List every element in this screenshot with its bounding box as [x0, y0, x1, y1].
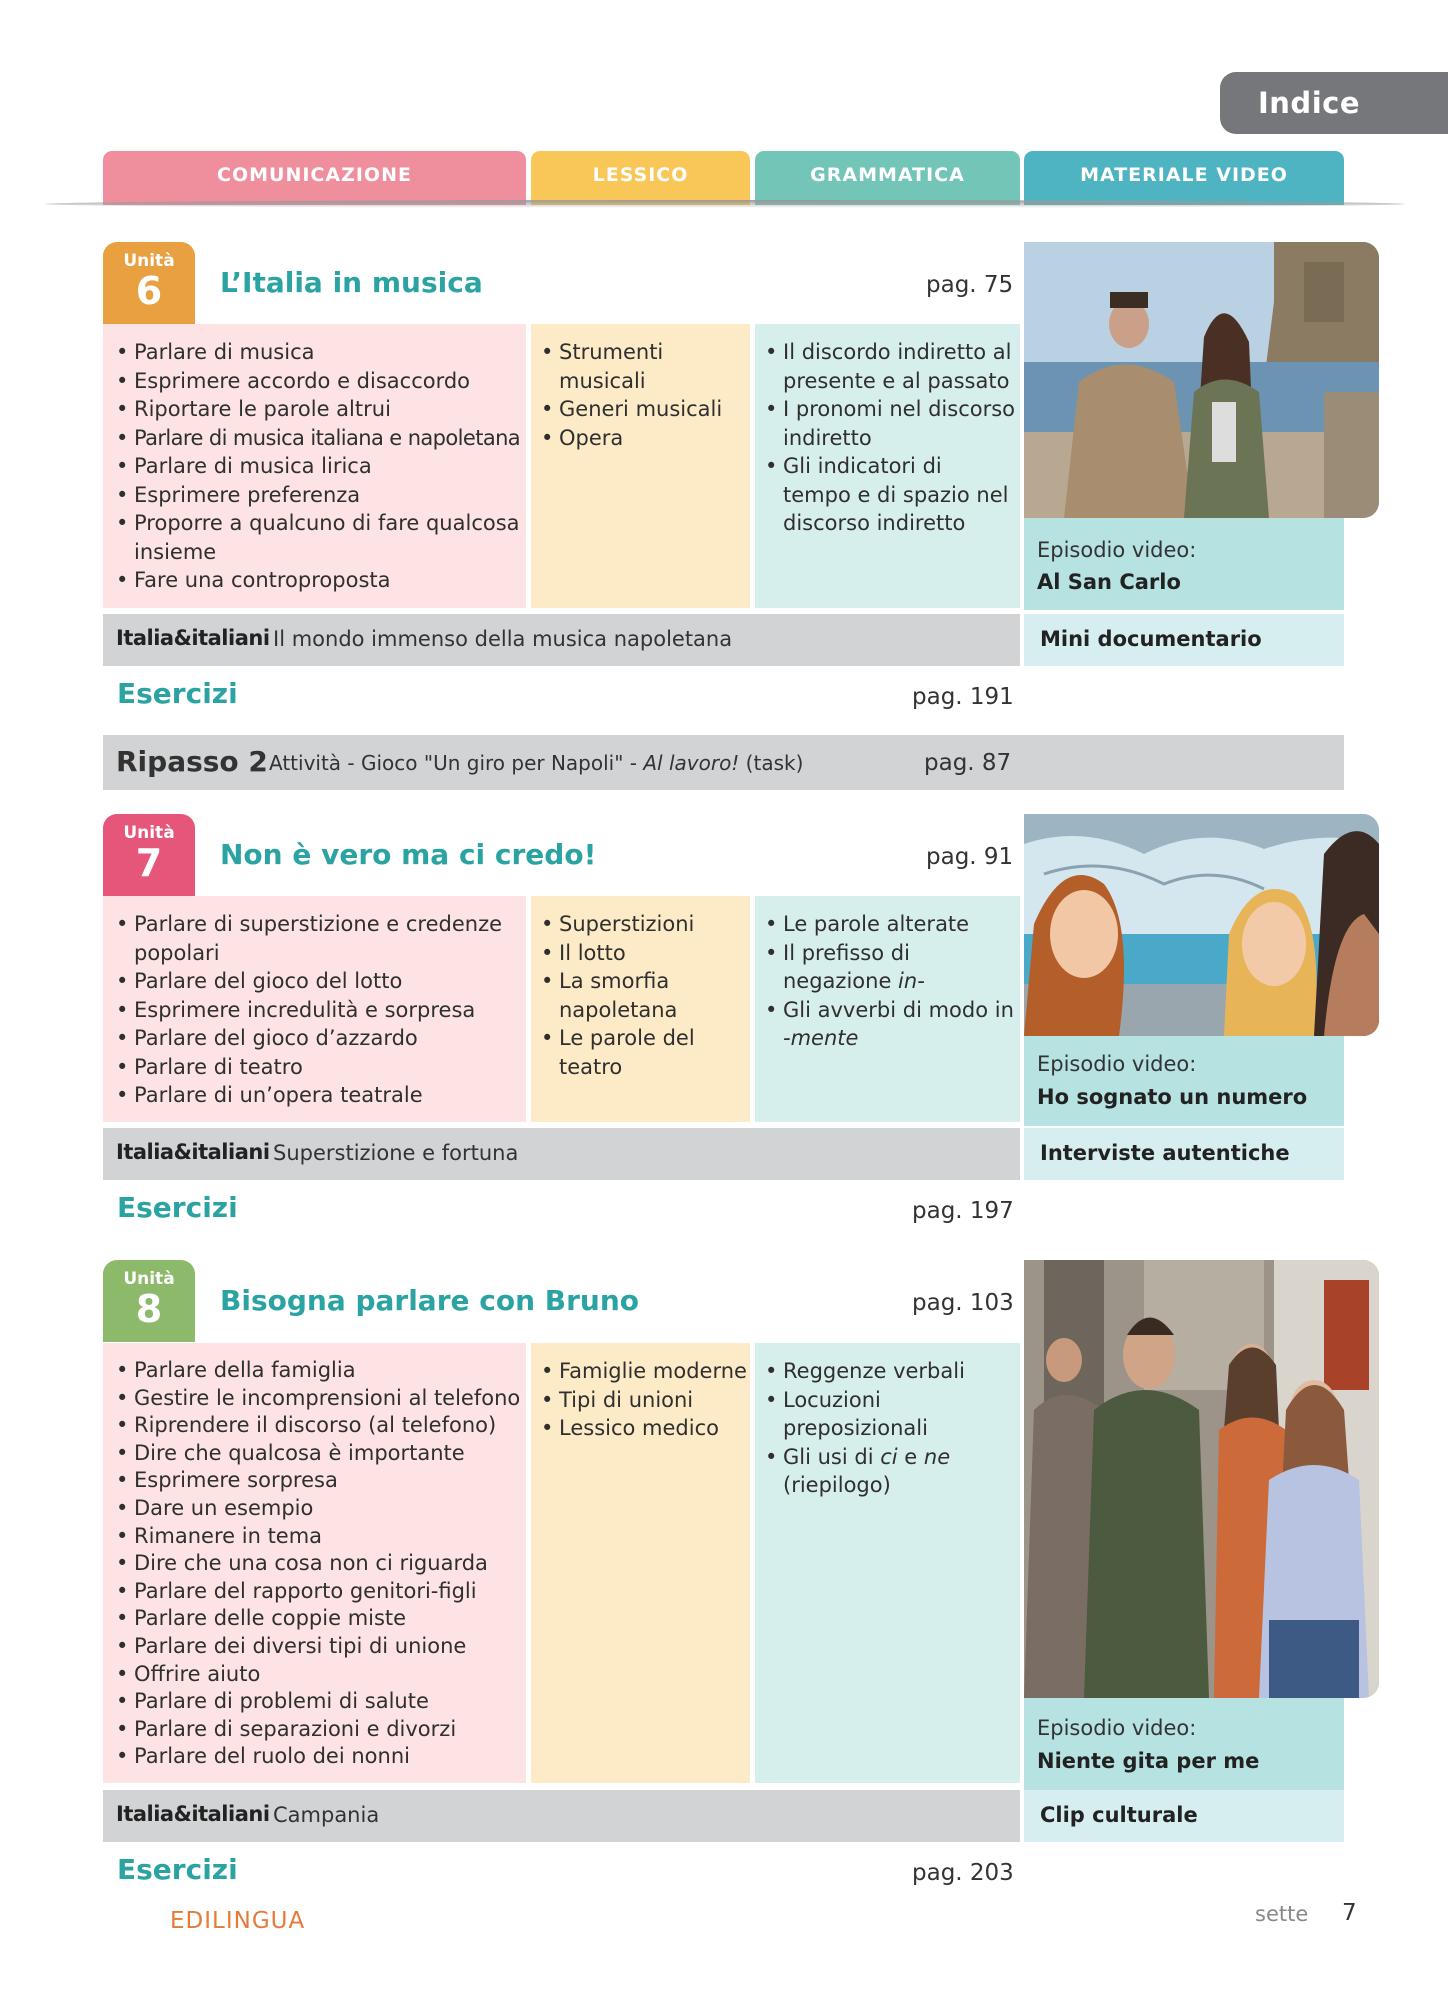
list-item: • Lessico medico [541, 1414, 749, 1443]
unit-7-esercizi: Esercizi [117, 1191, 238, 1224]
unit-8-page: pag. 103 [912, 1290, 1014, 1316]
list-item: • Riprendere il discorso (al telefono) [116, 1412, 521, 1440]
list-item: • Gestire le incomprensioni al telefono [116, 1385, 521, 1413]
video-type: Interviste autentiche [1040, 1141, 1290, 1165]
list-item: • Parlare del gioco d’azzardo [116, 1024, 521, 1053]
unit-label: Unità [123, 823, 175, 843]
unit-7-comunicazione [103, 896, 526, 1122]
unit-6-comunicazione [103, 324, 526, 608]
unit-label: Unità [123, 251, 175, 271]
list-item: • Le parole del teatro [541, 1024, 741, 1081]
list-item: • Rimanere in tema [116, 1523, 521, 1551]
list-item: • Gli indicatori di tempo e di spazio nel discorso indiretto [765, 452, 1015, 538]
unit-7-page: pag. 91 [926, 844, 1014, 870]
italic-segment: in- [898, 969, 925, 993]
italia-label: Italia&italiani [116, 626, 270, 650]
list-item: • Riportare le parole altrui [116, 395, 521, 424]
list-item: • Locuzioni preposizionali [765, 1386, 1015, 1443]
unit-8-video-photo [1024, 1260, 1379, 1698]
column-header-grammatica: GRAMMATICA [755, 151, 1020, 205]
list-item: • Parlare del rapporto genitori-figli [116, 1578, 521, 1606]
unit-6-video-type-bar [1024, 614, 1344, 666]
list-item: • Parlare delle coppie miste [116, 1605, 521, 1633]
unit-8-italia-bar [103, 1790, 1020, 1842]
unit-8-video-type-bar [1024, 1790, 1344, 1842]
list-item: • Le parole alterate [765, 910, 1015, 939]
ripasso-bar [103, 735, 1344, 790]
unit-7-grammatica [755, 896, 1020, 1122]
unit-8-lessico [531, 1343, 750, 1783]
unit-8-badge [103, 1260, 195, 1342]
unit-7-badge [103, 814, 195, 896]
list-item: • Strumenti musicali [541, 338, 741, 395]
ripasso-text-1: Attività - Gioco "Un giro per Napoli" - [269, 751, 644, 775]
ripasso-text-italic: Al lavoro! [643, 751, 740, 775]
text-segment: Il prefisso di negazione [783, 940, 910, 993]
list-item: • Parlare del ruolo dei nonni [116, 1743, 521, 1771]
header-divider [45, 200, 1405, 208]
unit-7-title: Non è vero ma ci credo! [220, 838, 597, 871]
unit-6-grammatica [755, 324, 1020, 608]
italic-segment: -mente [783, 1026, 859, 1050]
list-item: • Generi musicali [541, 395, 741, 424]
list-item: • Il lotto [541, 939, 741, 968]
italia-text: Campania [273, 1803, 380, 1827]
list-item [765, 1443, 1015, 1500]
text-segment: (riepilogo) [783, 1473, 891, 1497]
video-type: Mini documentario [1040, 627, 1262, 651]
italia-label: Italia&italiani [116, 1140, 270, 1164]
list-item: • Parlare di un’opera teatrale [116, 1081, 521, 1110]
unit-6-title: L’Italia in musica [220, 266, 483, 299]
unit-6-italia-bar [103, 614, 1020, 666]
page-word: sette [1255, 1902, 1309, 1926]
list-item: • Fare una controproposta [116, 566, 521, 595]
video-title: Ho sognato un numero [1037, 1085, 1308, 1109]
video-label: Episodio video: [1037, 1716, 1197, 1740]
publisher-logo: EDILINGUA [170, 1908, 306, 1934]
list-item: • Parlare dei diversi tipi di unione [116, 1633, 521, 1661]
list-item: • Esprimere sorpresa [116, 1467, 521, 1495]
list-item: • Dare un esempio [116, 1495, 521, 1523]
video-type: Clip culturale [1040, 1803, 1198, 1827]
video-title: Al San Carlo [1037, 570, 1181, 594]
unit-8-esercizi-page: pag. 203 [912, 1860, 1014, 1886]
index-tab: Indice [1220, 72, 1448, 134]
unit-8-comunicazione [103, 1343, 526, 1783]
text-segment: e [897, 1444, 924, 1469]
list-item: • Parlare di musica [116, 338, 521, 367]
unit-6-badge [103, 242, 195, 324]
list-item: • Il discordo indiretto al presente e al passato [765, 338, 1015, 395]
list-item: • Parlare di musica lirica [116, 452, 521, 481]
unit-7-esercizi-page: pag. 197 [912, 1198, 1014, 1224]
unit-7-italia-bar [103, 1128, 1020, 1180]
list-item [765, 939, 1015, 996]
list-item: • Esprimere accordo e disaccordo [116, 367, 521, 396]
unit-number: 6 [135, 269, 163, 313]
column-header-lessico: LESSICO [531, 151, 750, 205]
list-item: • Reggenze verbali [765, 1357, 1015, 1386]
list-item: • Dire che una cosa non ci riguarda [116, 1550, 521, 1578]
list-item: • Superstizioni [541, 910, 741, 939]
list-item: • Opera [541, 424, 741, 453]
unit-7-video-photo [1024, 814, 1379, 1036]
list-item: • Parlare di separazioni e divorzi [116, 1716, 521, 1744]
list-item: • Proporre a qualcuno di fare qualcosa insieme [116, 509, 521, 566]
unit-number: 7 [135, 841, 163, 885]
ripasso-title: Ripasso 2 [116, 745, 268, 778]
list-item: • Parlare del gioco del lotto [116, 967, 521, 996]
unit-6-esercizi-page: pag. 191 [912, 684, 1014, 710]
list-item: • Parlare di superstizione e credenze popolari [116, 910, 521, 967]
italia-text: Il mondo immenso della musica napoletana [273, 627, 733, 651]
italic-segment: ne [923, 1444, 951, 1469]
unit-number: 8 [135, 1287, 163, 1331]
list-item: • Parlare di problemi di salute [116, 1688, 521, 1716]
text-segment: Gli usi di [783, 1444, 881, 1469]
list-item: • I pronomi nel discorso indiretto [765, 395, 1015, 452]
list-item: • La smorfia napoletana [541, 967, 741, 1024]
list-item: • Tipi di unioni [541, 1386, 749, 1415]
list-item: • Esprimere incredulità e sorpresa [116, 996, 521, 1025]
video-label: Episodio video: [1037, 538, 1197, 562]
list-item: • Famiglie moderne [541, 1357, 749, 1386]
page-number: 7 [1342, 1900, 1357, 1926]
list-item: • Parlare della famiglia [116, 1357, 521, 1385]
list-item [765, 996, 1015, 1053]
column-header-comunicazione: COMUNICAZIONE [103, 151, 526, 205]
ripasso-page: pag. 87 [924, 750, 1012, 776]
list-item: • Offrire aiuto [116, 1661, 521, 1689]
column-header-materiale-video: MATERIALE VIDEO [1024, 151, 1344, 205]
list-item: • Parlare di musica italiana e napoletana [116, 424, 521, 453]
italia-text: Superstizione e fortuna [273, 1141, 519, 1165]
ripasso-text [269, 751, 803, 775]
italia-label: Italia&italiani [116, 1802, 270, 1826]
list-item: • Dire che qualcosa è importante [116, 1440, 521, 1468]
unit-7-lessico [531, 896, 750, 1122]
unit-6-video-photo [1024, 242, 1379, 518]
unit-6-esercizi: Esercizi [117, 677, 238, 710]
unit-7-video-type-bar [1024, 1128, 1344, 1180]
unit-label: Unità [123, 1269, 175, 1289]
video-label: Episodio video: [1037, 1052, 1197, 1076]
unit-6-lessico [531, 324, 750, 608]
unit-6-page: pag. 75 [926, 272, 1014, 298]
unit-8-title: Bisogna parlare con Bruno [220, 1284, 640, 1317]
unit-8-esercizi: Esercizi [117, 1853, 238, 1886]
text-segment: Gli avverbi di modo in [783, 997, 1014, 1022]
ripasso-text-2: (task) [739, 751, 804, 775]
list-item: • Esprimere preferenza [116, 481, 521, 510]
italic-segment: ci [880, 1444, 898, 1469]
list-item: • Parlare di teatro [116, 1053, 521, 1082]
video-title: Niente gita per me [1037, 1749, 1260, 1773]
unit-8-grammatica [755, 1343, 1020, 1783]
